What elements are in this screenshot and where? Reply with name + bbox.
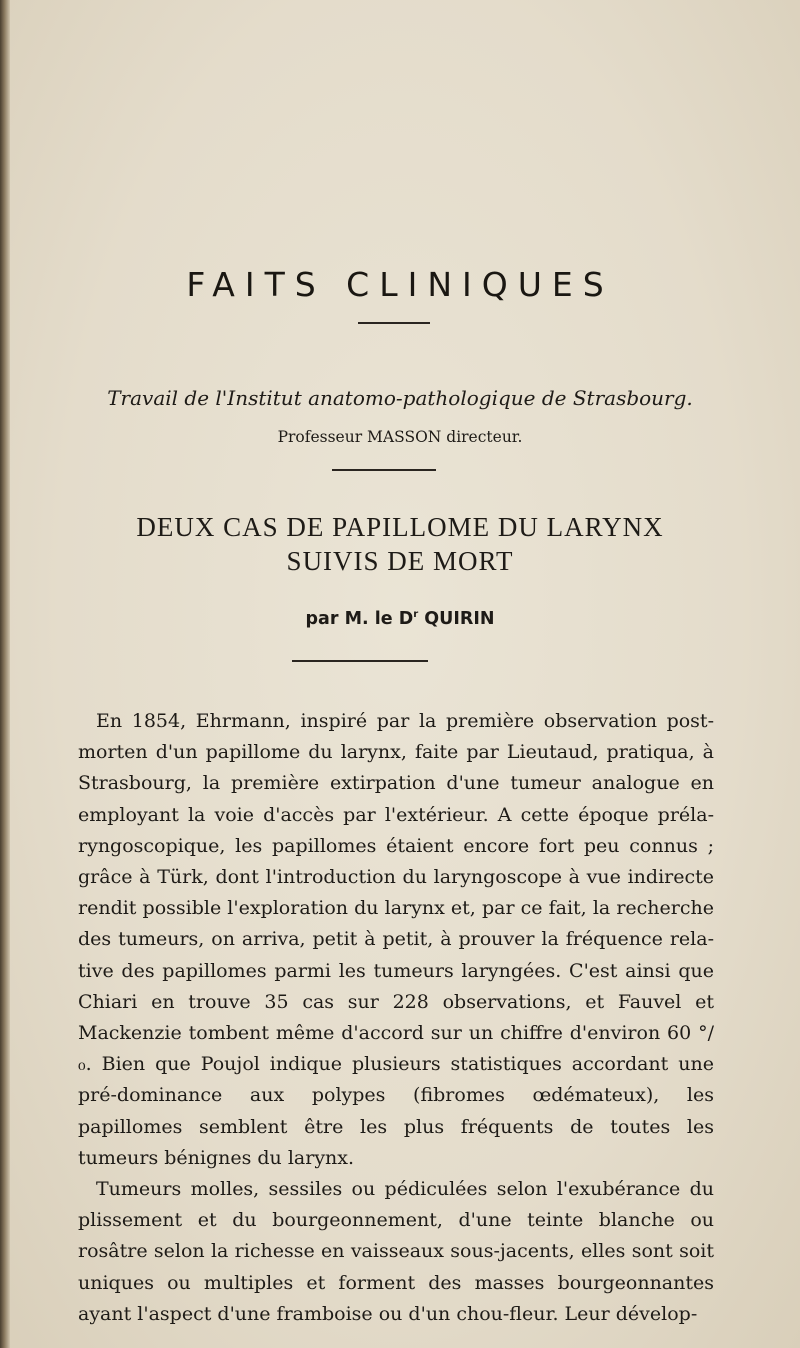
section-title: FAITS CLINIQUES bbox=[186, 265, 614, 304]
author-title-sup: r bbox=[413, 609, 419, 621]
author-prefix: par M. le D bbox=[305, 609, 414, 629]
article-author bbox=[0, 609, 800, 629]
director-line: Professeur MASSON directeur. bbox=[277, 428, 523, 446]
institute-line: Travail de l'Institut anatomo-pathologique de Strasbourg. bbox=[107, 386, 693, 410]
author-name: QUIRIN bbox=[424, 609, 495, 629]
paragraph: Tumeurs molles, sessiles ou pédiculées selon l'exubérance du plissement et du bourgeonnement, d'une teinte blanche ou rosâtre selon la richesse en vaisseaux sous-jacents, elles sont soit uniques ou multiples et forment des masses bourgeonnantes ayant l'aspect d'une framboise ou d'un chou-fleur. Leur dévelop- bbox=[78, 1178, 714, 1325]
header-rule bbox=[332, 469, 436, 471]
article-title-line2: SUIVIS DE MORT bbox=[286, 546, 514, 576]
paragraph: En 1854, Ehrmann, inspiré par la première observation post-morten d'un papillome du larynx, faite par Lieutaud, pratiqua, à Strasbourg, la première extirpation d'une tumeur analogue en employant la voie d'accès par l'extérieur. A cette époque préla-ryngoscopique, les papillomes étaient encore fort peu connus ; grâce à Türk, dont l'introduction du laryngoscope à vue indirecte rendit possible l'exploration du larynx et, par ce fait, la recherche des tumeurs, on arriva, petit à petit, à prouver la fréquence rela-tive des papillomes parmi les tumeurs laryngées. C'est ainsi que Chiari en trouve 35 cas sur 228 observations, et Fauvel et Mackenzie tombent même d'accord sur un chiffre d'environ 60 °/₀. Bien que Poujol indique plusieurs statistiques accordant une pré-dominance aux polypes (fibromes œdémateux), les papillomes semblent être les plus fréquents de toutes les tumeurs bénignes du larynx. bbox=[78, 710, 714, 1169]
article-title-line1: DEUX CAS DE PAPILLOME DU LARYNX bbox=[136, 512, 664, 542]
author-rule bbox=[292, 660, 428, 662]
title-rule bbox=[358, 322, 430, 324]
page-binding-edge bbox=[0, 0, 10, 1348]
body-text bbox=[78, 706, 714, 1330]
